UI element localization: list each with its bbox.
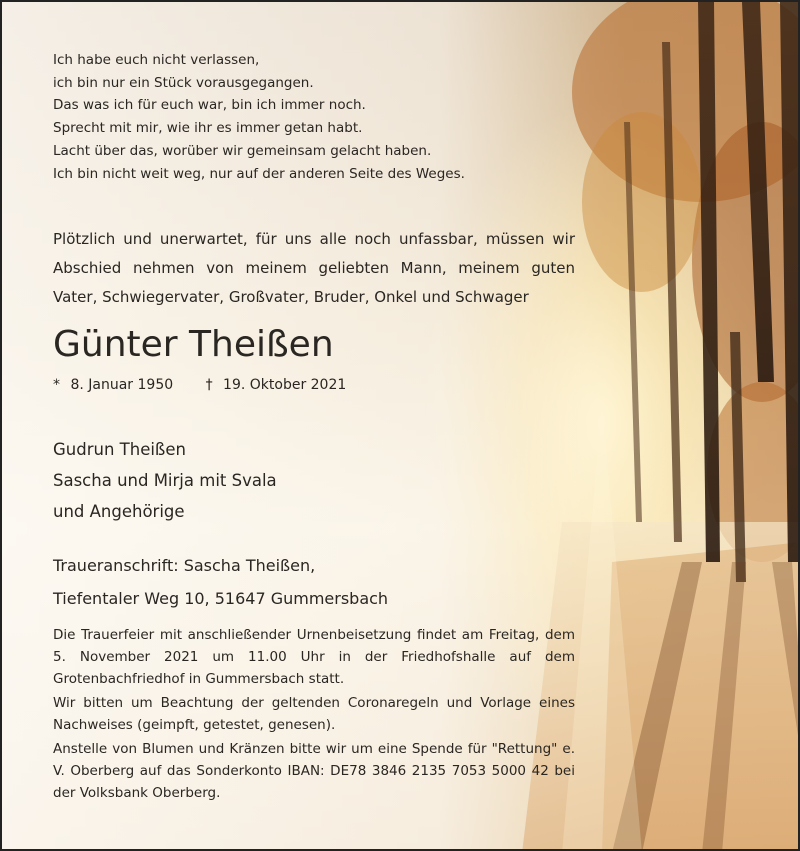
family-member: und Angehörige bbox=[53, 502, 185, 521]
address-line: Traueranschrift: Sascha Theißen, bbox=[53, 556, 316, 575]
memorial-poem bbox=[53, 49, 465, 185]
poem-line: Ich bin nicht weit weg, nur auf der anderen Seite des Weges. bbox=[53, 165, 465, 182]
poem-line: Ich habe euch nicht verlassen, bbox=[53, 52, 260, 68]
funeral-details: Die Trauerfeier mit anschließender Urnenbeisetzung findet am Freitag, dem 5. November 2021 um 11.00 Uhr in der Friedhofshalle auf dem Grotenbachfriedhof in Gummersbach statt. bbox=[53, 627, 575, 687]
intro-text bbox=[53, 225, 575, 312]
corona-rules: Wir bitten um Beachtung der geltenden Coronaregeln und Vorlage eines Nachweises (geimpft, getestet, genesen). bbox=[53, 695, 575, 733]
donation-request: Anstelle von Blumen und Kränzen bitte wir um eine Spende für "Rettung" e. V. Oberberg auf das Sonderkonto IBAN: DE78 3846 2135 7053 5000 42 bei der Volksbank Oberberg. bbox=[53, 741, 575, 801]
death-date: 19. Oktober 2021 bbox=[223, 377, 347, 393]
birth-symbol: * bbox=[53, 377, 60, 393]
death-cross-icon: † bbox=[205, 377, 213, 393]
address-line: Tiefentaler Weg 10, 51647 Gummersbach bbox=[53, 589, 389, 608]
poem-line: Das was ich für euch war, bin ich immer noch. bbox=[53, 97, 366, 114]
intro-paragraph: Plötzlich und unerwartet, für uns alle noch unfassbar, müssen wir Abschied nehmen von meinem geliebten Mann, meinem guten Vater, Schwiegervater, Großvater, Bruder, Onkel und Schwager bbox=[53, 230, 575, 306]
family-member: Sascha und Mirja mit Svala bbox=[53, 471, 277, 490]
life-dates bbox=[53, 374, 346, 396]
deceased-name: Günter Theißen bbox=[53, 324, 334, 365]
birth-date: 8. Januar 1950 bbox=[70, 377, 174, 393]
family-member: Gudrun Theißen bbox=[53, 440, 186, 459]
poem-line: ich bin nur ein Stück vorausgegangen. bbox=[53, 74, 314, 91]
poem-line: Lacht über das, worüber wir gemeinsam gelacht haben. bbox=[53, 142, 432, 159]
poem-line: Sprecht mit mir, wie ihr es immer getan habt. bbox=[53, 120, 363, 137]
funeral-notice bbox=[53, 624, 575, 806]
mourning-address bbox=[53, 549, 388, 615]
family-list bbox=[53, 434, 277, 527]
